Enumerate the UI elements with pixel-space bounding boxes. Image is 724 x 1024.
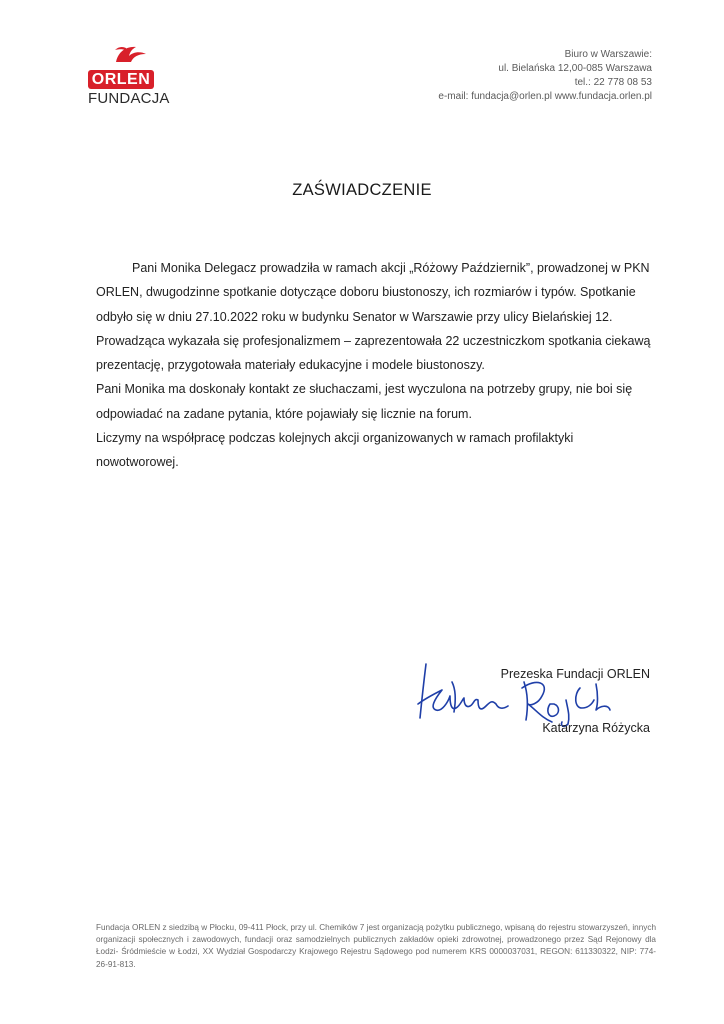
office-phone: tel.: 22 778 08 53 xyxy=(574,77,652,88)
document-title: ZAŚWIADCZENIE xyxy=(292,181,432,199)
document-body xyxy=(96,256,656,475)
logo-subtitle: FUNDACJA xyxy=(88,90,170,107)
office-contact: e-mail: fundacja@orlen.pl www.fundacja.orlen.pl xyxy=(438,91,652,102)
office-street: ul. Bielańska 12,00-085 Warszawa xyxy=(498,63,652,74)
paragraph-3: Pani Monika ma doskonały kontakt ze słuchaczami, jest wyczulona na potrzeby grupy, nie boi się odpowiadać na zadane pytania, które pojawiały się licznie na forum. xyxy=(96,382,633,421)
paragraph-2: Prowadząca wykazała się profesjonalizmem – zaprezentowała 22 uczestniczkom spotkania ciekawą prezentację, przygotowała materiały edukacyjne i modele biustonoszy. xyxy=(96,333,651,373)
eagle-icon xyxy=(88,40,158,68)
paragraph-1: Pani Monika Delegacz prowadziła w ramach akcji „Różowy Październik”, prowadzonej w PKN ORLEN, dwugodzinne spotkanie dotyczące doboru biustonoszy, ich rozmiarów i typów. Spotkanie odbyło się w dniu 27.10.2022 roku w budynku Senator w Warszawie przy ulicy Bielańskiej 12. xyxy=(96,261,650,324)
paragraph-4: Liczymy na współpracę podczas kolejnych akcji organizowanych w ramach profilaktyki nowotworowej. xyxy=(96,431,574,470)
footer-legal-note: Fundacja ORLEN z siedzibą w Płocku, 09-411 Płock, przy ul. Chemików 7 jest organizacją pożytku publicznego, wpisaną do rejestru stowarzyszeń, innych organizacji społecznych i zawodowych, fundacji oraz samodzielnych publicznych zakładów opieki zdrowotnej, prowadzonego przez Sąd Rejonowy dla Łodzi- Śródmieście w Łodzi, XX Wydział Gospodarczy Krajowego Rejestru Sądowego pod numerem KRS 0000037031, REGON: 611330322, NIP: 774-26-91-813. xyxy=(96,923,656,969)
office-heading: Biuro w Warszawie: xyxy=(564,49,652,60)
signatory-name: Katarzyna Różycka xyxy=(542,721,650,735)
logo-brand: ORLEN xyxy=(88,70,154,89)
office-address xyxy=(438,48,652,104)
orlen-fundacja-logo xyxy=(88,40,170,107)
signatory-role: Prezeska Fundacji ORLEN xyxy=(500,667,650,681)
